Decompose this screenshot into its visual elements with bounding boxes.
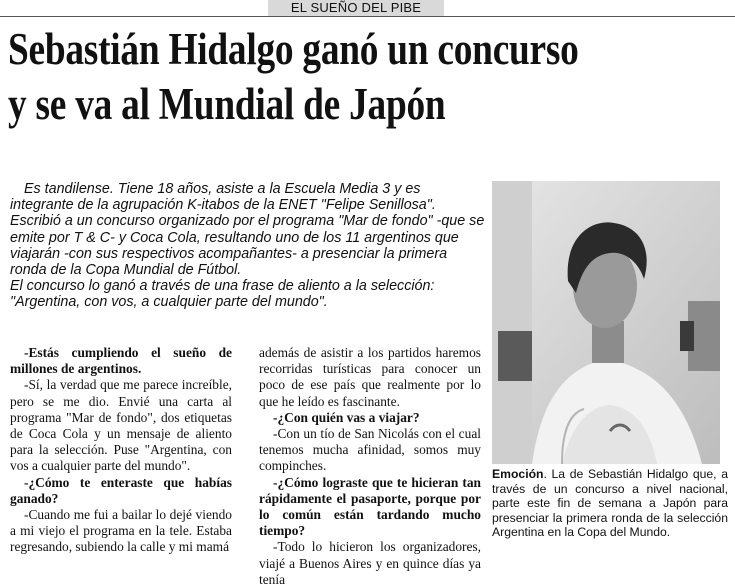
caption-text: . La de Sebastián Hidalgo que, a través de un concurso a nivel nacional, parte este fin de semana a Japón para presenciar la primera ronda de la selección Argentina en la Copa del Mundo. xyxy=(492,467,728,540)
top-rule xyxy=(0,16,735,17)
question: -¿Con quién vas a viajar? xyxy=(273,409,420,425)
answer: -Sí, la verdad que me parece increíble, pero se me dio. Envié una carta al programa "Mar de fondo", dos etiquetas de Coca Cola y un mensaje de aliento para la selección. Puse "Argentina, con vos a cualquier parte del mundo". xyxy=(10,377,232,474)
interview-column-1 xyxy=(10,345,232,556)
answer: -Todo lo hicieron los organizadores, viajé a Buenos Aires y en quince días ya tenía xyxy=(259,539,481,587)
interview-column-2 xyxy=(259,345,481,588)
question: -Estás cumpliendo el sueño de millones de argentinos. xyxy=(10,345,232,377)
lede xyxy=(10,181,485,311)
portrait-illustration xyxy=(492,181,720,464)
section-kicker: EL SUEÑO DEL PIBE xyxy=(268,0,444,16)
question: -¿Cómo lograste que te hicieran tan rápidamente el pasaporte, porque por lo común están tardando mucho tiempo? xyxy=(259,474,481,539)
answer: -Cuando me fui a bailar lo dejé viendo a mi viejo el programa en la tele. Estaba regresando, subiendo la calle y mi mamá xyxy=(10,507,232,555)
answer-continuation: además de asistir a los partidos haremos recorridas turísticas para conocer un poco de ese país que realmente por lo que he leído es fascinante. xyxy=(259,345,481,409)
headline-line-1: Sebastián Hidalgo ganó un concurso xyxy=(8,24,579,74)
photo-caption xyxy=(492,467,728,540)
lede-paragraph-2: El concurso lo ganó a través de una frase de aliento a la selección: "Argentina, con vos, a cualquier parte del mundo". xyxy=(10,278,435,311)
headline xyxy=(8,22,606,132)
portrait-photo xyxy=(492,181,720,464)
question: -¿Cómo te enteraste que habías ganado? xyxy=(10,474,232,506)
headline-line-2: y se va al Mundial de Japón xyxy=(8,79,446,129)
caption-lead: Emoción xyxy=(492,467,544,481)
lede-paragraph-1: Es tandilense. Tiene 18 años, asiste a la Escuela Media 3 y es integrante de la agrupación K-itabos de la ENET "Felipe Senillosa". Escribió a un concurso organizado por el programa "Mar de fondo" -que se emite por T & C- y Coca Cola, resultando uno de los 11 argentinos que viajarán -con sus respectivos acompañantes- a presenciar la primera ronda de la Copa Mundial de Fútbol. xyxy=(10,181,485,279)
answer: -Con un tío de San Nicolás con el cual tenemos mucha afinidad, somos muy compinches. xyxy=(259,426,481,474)
